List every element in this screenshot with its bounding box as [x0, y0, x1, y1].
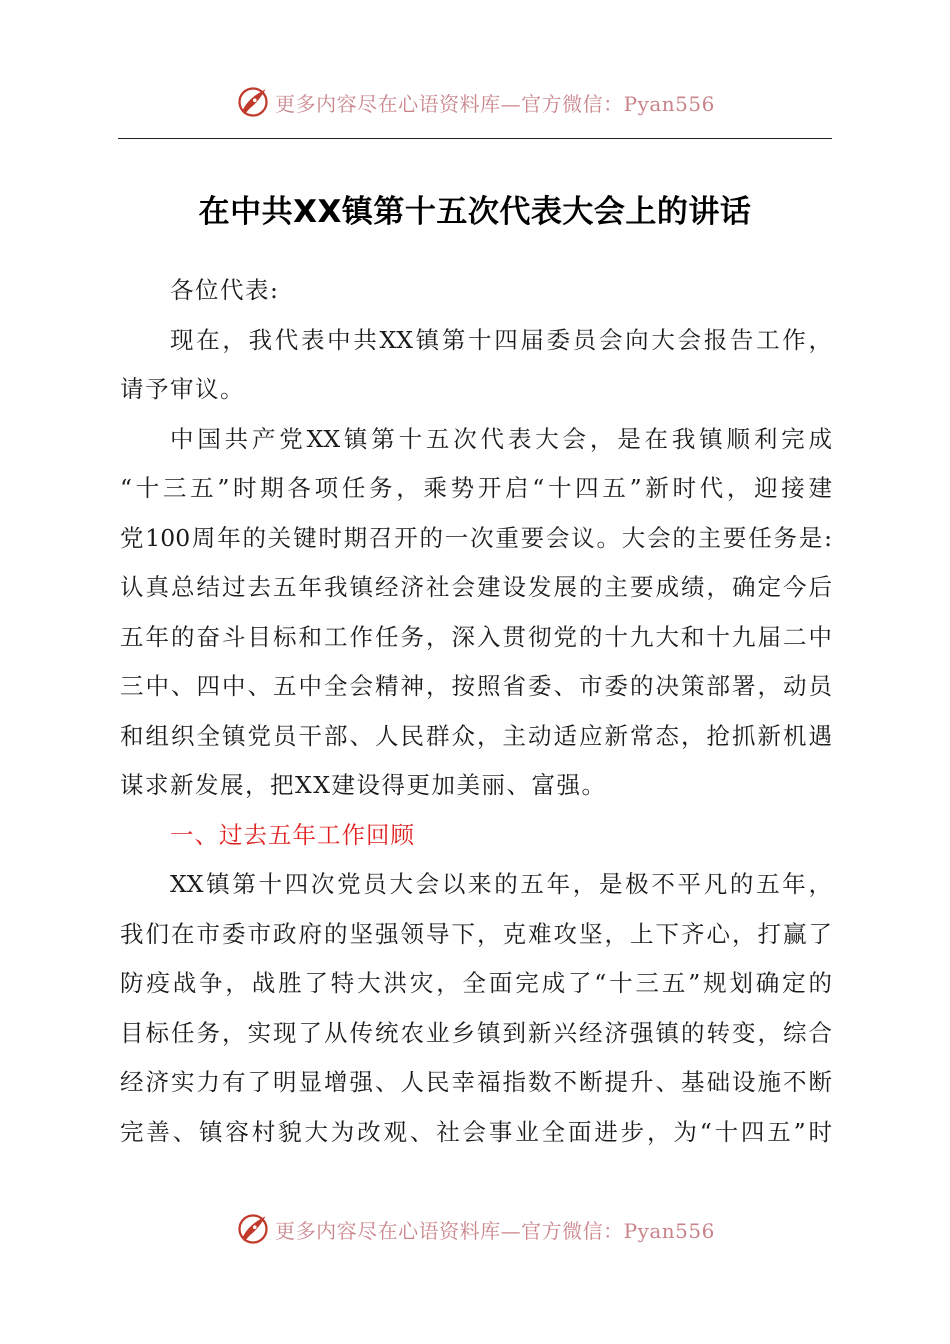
- pen-nib-icon: [235, 84, 271, 120]
- pen-nib-icon: [235, 1211, 271, 1247]
- paragraph-line: 防疫战争，战胜了特大洪灾，全面完成了“十三五”规划确定的: [120, 969, 832, 997]
- watermark-text: 更多内容尽在心语资料库—官方微信：Pyan556: [275, 1218, 715, 1243]
- paragraph-line: 完善、镇容村貌大为改观、社会事业全面进步，为“十四五”时: [120, 1117, 832, 1146]
- paragraph-line: 目标任务，实现了从传统农业乡镇到新兴经济强镇的转变，综合: [120, 1018, 832, 1047]
- document-body: [120, 266, 832, 1157]
- salutation: 各位代表:: [170, 276, 280, 304]
- paragraph-line: 和组织全镇党员干部、人民群众，主动适应新常态，抢抓新机遇: [120, 721, 832, 750]
- paragraph-line: 认真总结过去五年我镇经济社会建设发展的主要成绩，确定今后: [120, 573, 832, 601]
- document-title: 在中共XX镇第十五次代表大会上的讲话: [198, 194, 752, 230]
- paragraph-line: XX镇第十四次党员大会以来的五年，是极不平凡的五年，: [170, 870, 832, 898]
- paragraph-line: 请予审议。: [120, 375, 245, 403]
- paragraph-line: “十三五”时期各项任务，乘势开启“十四五”新时代，迎接建: [120, 474, 832, 502]
- watermark-header: [0, 80, 950, 124]
- paragraph-line: 我们在市委市政府的坚强领导下，克难攻坚，上下齐心，打赢了: [120, 919, 832, 948]
- paragraph-line: 中国共产党XX镇第十五次代表大会，是在我镇顺利完成: [170, 424, 832, 453]
- paragraph-line: 经济实力有了明显增强、人民幸福指数不断提升、基础设施不断: [120, 1068, 832, 1096]
- paragraph-line: 三中、四中、五中全会精神，按照省委、市委的决策部署，动员: [120, 672, 832, 700]
- paragraph-line: 党100周年的关键时期召开的一次重要会议。大会的主要任务是:: [120, 523, 832, 552]
- watermark-footer: [0, 1207, 950, 1251]
- section-heading: 一、过去五年工作回顾: [170, 820, 415, 849]
- watermark-text: 更多内容尽在心语资料库—官方微信：Pyan556: [275, 91, 715, 116]
- paragraph-line: 五年的奋斗目标和工作任务，深入贯彻党的十九大和十九届二中: [120, 622, 832, 651]
- paragraph-line: 谋求新发展，把XX建设得更加美丽、富强。: [120, 771, 607, 799]
- paragraph-line: 现在，我代表中共XX镇第十四届委员会向大会报告工作，: [170, 325, 832, 354]
- header-divider: [118, 138, 832, 139]
